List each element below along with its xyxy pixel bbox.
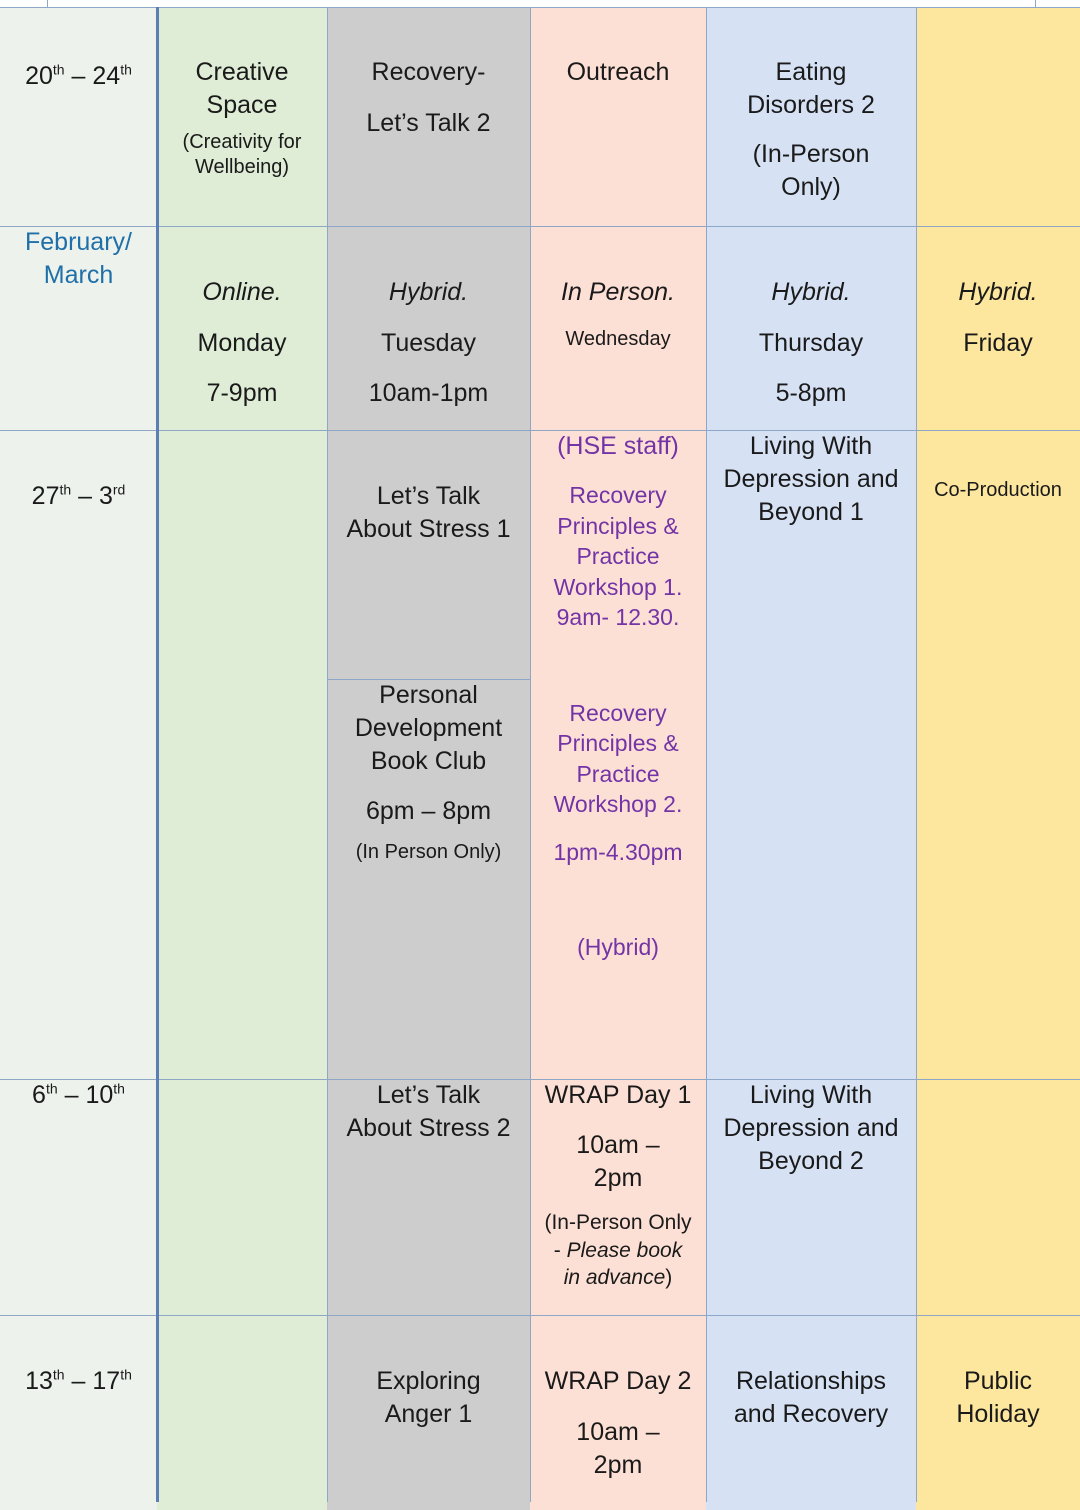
week3-wednesday-note-2: - Please book xyxy=(553,1238,683,1262)
week1-monday-title-1: Creative xyxy=(195,58,289,86)
week2-tuesday-b-title-3: Book Club xyxy=(370,747,487,775)
workshop-1-line-4: Workshop 1. xyxy=(553,573,683,600)
workshop-2-line-2: Principles & xyxy=(557,730,679,756)
grid-line-tuesday-split xyxy=(327,679,530,680)
header-thursday xyxy=(706,226,916,430)
grid-line-col1 xyxy=(156,7,159,1502)
thursday-time: 5-8pm xyxy=(775,379,847,407)
week3-thursday-cell xyxy=(706,1079,916,1315)
week1-thursday-note-1: (In-Person xyxy=(752,140,870,168)
week1-tuesday-title-1: Recovery- xyxy=(371,58,486,86)
week2-tuesday-b-title-1: Personal xyxy=(379,681,478,709)
week3-thursday-title-3: Beyond 2 xyxy=(758,1147,864,1175)
grid-line-col4 xyxy=(706,7,707,1502)
thursday-day: Thursday xyxy=(758,329,864,357)
week3-wednesday-cell xyxy=(530,1079,706,1315)
workshop-2-time: 1pm-4.30pm xyxy=(553,838,683,865)
week1-tuesday-cell xyxy=(327,8,530,226)
week2-audience: (HSE staff) xyxy=(557,432,679,460)
week2-friday-cell xyxy=(916,430,1080,1079)
week4-tuesday-title-2: Anger 1 xyxy=(384,1400,473,1428)
week3-wednesday-note-3: in advance) xyxy=(563,1266,673,1289)
tuesday-day: Tuesday xyxy=(381,329,476,357)
week1-thursday-title-2: Disorders 2 xyxy=(747,91,875,119)
week3-wednesday-note-1: (In-Person Only xyxy=(544,1211,692,1234)
week4-friday-title-1: Public xyxy=(963,1367,1033,1395)
thursday-mode: Hybrid. xyxy=(771,278,851,306)
workshop-mode: (Hybrid) xyxy=(577,934,659,960)
friday-day: Friday xyxy=(963,329,1033,357)
grid-line-row2 xyxy=(0,430,1080,431)
week3-wednesday-time-1: 10am – xyxy=(576,1131,660,1159)
week1-monday-note-2: Wellbeing) xyxy=(194,156,290,178)
monday-day: Monday xyxy=(197,329,287,357)
grid-line-row3 xyxy=(0,1079,1080,1080)
week1-date: 20th – 24th xyxy=(25,61,132,90)
week4-thursday-title-1: Relationships xyxy=(735,1367,887,1395)
month-header-cell xyxy=(0,226,157,430)
header-wednesday xyxy=(530,226,706,430)
month-label-1: February/ xyxy=(25,228,132,256)
grid-line-row1 xyxy=(0,226,1080,227)
week4-date-cell xyxy=(0,1315,157,1510)
week1-tuesday-title-2: Let’s Talk 2 xyxy=(366,109,491,137)
workshop-1-line-3: Practice xyxy=(576,543,660,569)
week1-wednesday-cell xyxy=(530,8,706,226)
week1-friday-cell xyxy=(916,8,1080,226)
week4-date: 13th – 17th xyxy=(25,1366,132,1395)
month-label-2: March xyxy=(43,261,114,289)
grid-line-col2 xyxy=(327,7,328,1502)
week2-tuesday-b-cell xyxy=(327,679,530,1079)
workshop-2-line-1: Recovery xyxy=(569,699,667,726)
workshop-1-line-1: Recovery xyxy=(569,482,667,508)
header-tuesday xyxy=(327,226,530,430)
week1-wednesday-title: Outreach xyxy=(566,58,670,86)
week2-thursday-cell xyxy=(706,430,916,1079)
week1-monday-title-2: Space xyxy=(206,91,278,119)
workshop-2-line-4: Workshop 2. xyxy=(553,791,683,817)
workshop-2-line-3: Practice xyxy=(576,760,660,787)
friday-mode: Hybrid. xyxy=(958,278,1038,306)
week4-tuesday-cell xyxy=(327,1315,530,1510)
week4-wednesday-cell xyxy=(530,1315,706,1510)
week2-tuesday-b-time: 6pm – 8pm xyxy=(365,797,492,825)
week2-wednesday-cell xyxy=(530,430,706,1079)
week1-date-cell xyxy=(0,8,157,226)
week3-wednesday-time-2: 2pm xyxy=(593,1164,643,1192)
week2-tuesday-a-cell xyxy=(327,430,530,679)
header-friday xyxy=(916,226,1080,430)
week3-tuesday-title-1: Let’s Talk xyxy=(376,1081,481,1109)
workshop-2-block xyxy=(530,698,706,963)
grid-line-row4 xyxy=(0,1315,1080,1316)
grid-line-top xyxy=(0,7,1080,8)
week4-tuesday-title-1: Exploring xyxy=(376,1367,481,1395)
grid-line-right xyxy=(1035,0,1036,7)
week4-thursday-title-2: and Recovery xyxy=(733,1400,889,1428)
week2-tuesday-b-note: (In Person Only) xyxy=(355,841,502,863)
week3-wednesday-title: WRAP Day 1 xyxy=(544,1081,692,1109)
week4-monday-cell xyxy=(157,1315,327,1510)
week3-date: 6th – 10th xyxy=(32,1080,125,1109)
week2-date: 27th – 3rd xyxy=(31,481,126,510)
monday-mode: Online. xyxy=(202,278,282,306)
week1-monday-cell xyxy=(157,8,327,226)
week3-thursday-title-1: Living With xyxy=(749,1081,873,1109)
monday-time: 7-9pm xyxy=(206,379,278,407)
week2-monday-cell xyxy=(157,430,327,1079)
week2-friday-title: Co-Production xyxy=(934,479,1062,501)
grid-line-col5 xyxy=(916,7,917,1502)
week4-thursday-cell xyxy=(706,1315,916,1510)
week4-wednesday-time-2: 2pm xyxy=(593,1451,643,1479)
week3-friday-cell xyxy=(916,1079,1080,1315)
week3-tuesday-cell xyxy=(327,1079,530,1315)
week3-tuesday-title-2: About Stress 2 xyxy=(346,1114,511,1142)
tuesday-mode: Hybrid. xyxy=(388,278,469,306)
wednesday-day: Wednesday xyxy=(565,328,671,350)
week2-tuesday-a-title-2: About Stress 1 xyxy=(346,515,511,543)
week1-thursday-cell xyxy=(706,8,916,226)
workshop-1-block xyxy=(530,480,706,633)
week2-thursday-title-2: Depression and xyxy=(723,465,899,493)
week1-thursday-note-2: Only) xyxy=(781,173,841,201)
wednesday-mode: In Person. xyxy=(561,278,675,306)
week3-monday-cell xyxy=(157,1079,327,1315)
week3-thursday-title-2: Depression and xyxy=(723,1114,899,1142)
week2-date-cell xyxy=(0,430,157,1079)
tuesday-time: 10am-1pm xyxy=(368,379,489,407)
workshop-1-time: 9am- 12.30. xyxy=(556,604,680,630)
week1-thursday-title-1: Eating xyxy=(775,58,847,86)
week2-tuesday-b-title-2: Development xyxy=(354,714,503,742)
week4-friday-title-2: Holiday xyxy=(956,1400,1040,1428)
week2-thursday-title-3: Beyond 1 xyxy=(758,498,864,526)
grid-line-left xyxy=(47,0,48,7)
week2-thursday-title-1: Living With xyxy=(749,432,873,460)
week4-wednesday-time-1: 10am – xyxy=(576,1418,660,1446)
week1-monday-note-1: (Creativity for xyxy=(182,131,302,153)
week3-date-cell xyxy=(0,1079,157,1315)
grid-line-col3 xyxy=(530,7,531,1502)
workshop-1-line-2: Principles & xyxy=(557,512,679,539)
week4-wednesday-title: WRAP Day 2 xyxy=(544,1367,692,1395)
week2-tuesday-a-title-1: Let’s Talk xyxy=(376,482,481,510)
header-monday xyxy=(157,226,327,430)
week4-friday-cell xyxy=(916,1315,1080,1510)
